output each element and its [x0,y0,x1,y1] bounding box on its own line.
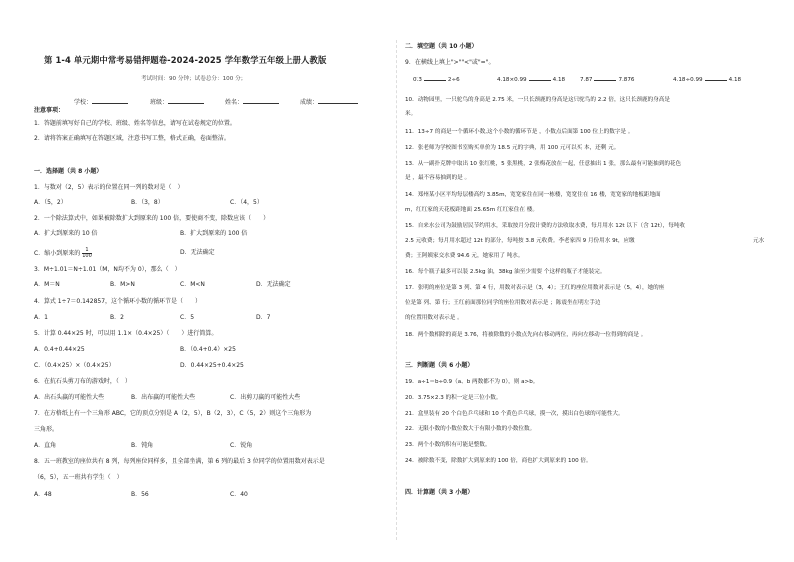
q9-right-2: 4.18 [552,77,566,83]
section1-title: 一．选择题（共 8 小题） [34,168,103,175]
fraction-denominator: 100 [82,253,92,259]
exam-info: 考试时间：90 分钟；试卷总分：100 分； [141,76,247,82]
q10-stem: 10．动物园里，一只驼鸟的身高是 2.75 米，一只长颈鹿的身高是这只驼鸟的 2.2 倍，这只长颈鹿的身高是 [405,97,670,103]
q6-option-c[interactable]: C．出剪刀赢的可能性大些 [230,394,301,401]
q9-compare-3[interactable] [580,74,634,84]
q9-left-3: 7.8̇7̇ [580,77,593,83]
q1-option-c[interactable]: C．（4，5） [230,199,263,206]
q2-option-a[interactable]: A．扩大到原来的 10 倍 [34,230,98,237]
q3-option-b[interactable]: B．M>N [110,281,135,288]
q3-option-c[interactable]: C．M<N [180,281,205,288]
name-field[interactable] [225,97,279,107]
q2-stem: 2．一个除法算式中，如果被除数扩大到原来的 100 倍，要使商不变，除数应该（ ） [34,215,270,222]
q9-right-3: 7.8̇7̇6̇ [618,77,635,83]
q6-option-a[interactable]: A．出石头赢的可能性大些 [34,394,105,401]
q5-option-b[interactable]: B．（0.4+0.4）×25 [180,346,236,353]
q9-left-4: 4.18÷0.99 [673,77,703,83]
q24-stem: 24．被除数不变，除数扩大到原来的 100 倍，商也扩大到原来的 100 倍。 [405,458,592,464]
class-label: 班级： [150,99,169,106]
q9-compare-2[interactable] [497,74,565,84]
q17-stem: 17．张明的座位是第 3 列、第 4 行，用数对表示是（3，4）；王红的座位用数对表示是（5，4），她的座 [405,285,665,291]
q4-option-b[interactable]: B．2 [110,314,124,321]
q19-stem: 19．a÷1＝b÷0.9（a、b 两数都不为 0），则 a>b。 [405,379,539,385]
section2-title: 二．填空题（共 10 小题） [405,43,478,50]
q12-stem: 12．张老师为学校图书室购买单价为 18.5 元的字典，用 100 元可以买 本，还剩 元。 [405,145,620,151]
q8-stem: 8．五一班教室的座位共有 8 列，每列座位同样多，且全部坐满，第 6 列的最后 3 位同学的位置用数对表示是 [34,458,325,465]
q5-option-d[interactable]: D．0.44×25+0.4×25 [180,362,244,369]
q1-stem: 1．与数对（2，5）表示的位置在同一列的数对是（ ） [34,184,184,191]
q7-stem-cont: 三角形。 [34,426,59,433]
q1-option-a[interactable]: A．（5，2） [34,199,67,206]
q8-option-b[interactable]: B．56 [131,491,149,498]
q7-stem: 7．在方格纸上有一个三角形 ABC，它的顶点分别是 A（2，5），B（2，3），C（5，2）则这个三角形为 [34,410,312,417]
q17-stem-cont1: 位是第 列、第 行；王红前面那位同学的座位用数对表示是 ；陈震坐在明左手边 [405,300,601,306]
q7-option-a[interactable]: A．直角 [34,442,57,449]
q9-left-2: 4.18×0.99 [497,77,527,83]
q8-option-a[interactable]: A．48 [34,491,52,498]
q17-stem-cont2: 的位置用数对表示是 。 [405,315,463,321]
q4-option-a[interactable]: A．1 [34,314,48,321]
q15-stem: 15．自来水公司为鼓励居民节约用水，采取按月分段计费的方法收取水费，每月用水 12t 以下（含 12t），每吨收 [405,223,685,229]
q13-stem-cont: 是 ，最不容易抽到的是 。 [405,175,471,181]
q9-right-4: 4.18 [728,77,742,83]
q2-option-b[interactable]: B．扩大到原来的 100 倍 [180,230,248,237]
fraction-numerator: 1 [82,248,92,254]
school-label: 学校： [74,99,93,106]
q4-stem: 4．算式 1÷7＝0.142857，这个循环小数的循环节是（ ） [34,298,202,305]
q10-stem-cont: 米。 [405,111,417,117]
column-divider [396,40,397,540]
q1-option-b[interactable]: B．（3，8） [131,199,164,206]
notes-title: 注意事项： [34,107,65,114]
q9-left-1: 0.̇3̇ [413,77,422,83]
q11-stem: 11．13÷7 的商是一个循环小数,这个小数的循环节是 ，小数点后面第 100 位上的数字是 。 [405,129,634,135]
q14-stem-cont: m，红红家的天花板距地面 25.65m 红红家住在 楼。 [405,207,538,213]
q5-stem: 5．计算 0.44×25 时，可以用 1.1×（0.4×25）（ ）进行简算。 [34,330,218,337]
q2-option-d[interactable]: D．无法确定 [180,249,215,256]
q16-stem: 16．每个瓶子最多可以装 2.5kg 油，38kg 油至少需要 个这样的瓶子才能装完。 [405,269,606,275]
q21-stem: 21．盒里装有 20 个白色乒乓球和 10 个黄色乒乓球，摸一次，摸出白色球的可能性大。 [405,411,624,417]
q6-option-b[interactable]: B．出布赢的可能性大些 [131,394,196,401]
q5-option-c[interactable]: C．（0.4×25）×（0.4×25） [34,362,115,369]
q9-compare-1[interactable] [413,74,460,84]
score-label: 成绩： [300,99,319,106]
q23-stem: 23．两个小数的积有可能是整数。 [405,442,491,448]
q3-option-d[interactable]: D．无法确定 [256,281,291,288]
q15-stem-cont2: 费；王阿姨家交水费 94.6 元，她家用了 吨水。 [405,253,524,259]
q13-stem: 13．从一副扑克牌中取出 10 张红桃，5 张黑桃，2 张梅花放在一起，任意抽出 1 张，那么最有可能抽到的花色 [405,161,682,167]
q9-right-1: 2÷6 [447,77,460,83]
q2-option-c[interactable] [34,248,92,259]
q7-option-c[interactable]: C．锐角 [230,442,253,449]
q22-stem: 22．无限小数的小数位数大于有限小数的小数位数。 [405,426,536,432]
q4-option-c[interactable]: C．5 [180,314,195,321]
page-title: 第 1-4 单元期中常考易错押题卷-2024-2025 学年数学五年级上册人教版 [44,55,327,65]
q2-option-c-label: C．缩小到原来的 [34,250,81,257]
q8-stem-cont: （6，5），五一班共有学生（ ） [34,474,123,481]
score-field[interactable] [300,97,358,107]
q18-stem: 18．两个数相除的商是 3.76，将被除数的小数点先向右移动两位，再向左移动一位得到的商是 。 [405,332,647,338]
section4-title: 四．计算题（共 3 小题） [405,489,474,496]
q3-stem: 3．M÷1.01＝N÷1.01（M，N均不为 0），那么（ ） [34,266,181,273]
q15-stem-cont1b: 元水 [753,238,765,244]
q14-stem: 14．郑州某小区平均每层楼高约 3.85m，宽宽家住在同一栋楼，宽宽住在 16 楼，宽宽家的地板距地面 [405,192,661,198]
q9-compare-4[interactable] [673,74,741,84]
note-1: 1．答题前填写好自己的学校、班级、姓名等信息，请写在试卷规定的位置。 [34,120,236,127]
q8-option-c[interactable]: C．40 [230,491,248,498]
name-label: 姓名： [225,99,244,106]
q7-option-b[interactable]: B．钝角 [131,442,154,449]
q20-stem: 20．3.75×2.3 的积一定是三位小数。 [405,395,502,401]
q5-option-a[interactable]: A．0.4+0.44×25 [34,346,85,353]
school-field[interactable] [74,97,128,107]
q4-option-d[interactable]: D．7 [256,314,271,321]
q3-option-a[interactable]: A．M＝N [34,281,60,288]
q15-stem-cont1: 2.5 元收费；每月用水超过 12t 的部分，每吨按 3.8 元收费。李老家四 9 月份用水 9t，应缴 [405,238,635,244]
fraction [82,248,92,259]
class-field[interactable] [150,97,204,107]
q9-stem: 9．在横线上填上">""<"或"="。 [405,59,495,66]
q6-stem: 6．在抗石头剪刀布的游戏时，（ ） [34,378,131,385]
note-2: 2．请将答案正确填写在答题区域，注意书写工整，格式正确，卷面整洁。 [34,135,230,142]
section3-title: 三．判断题（共 6 小题） [405,362,474,369]
